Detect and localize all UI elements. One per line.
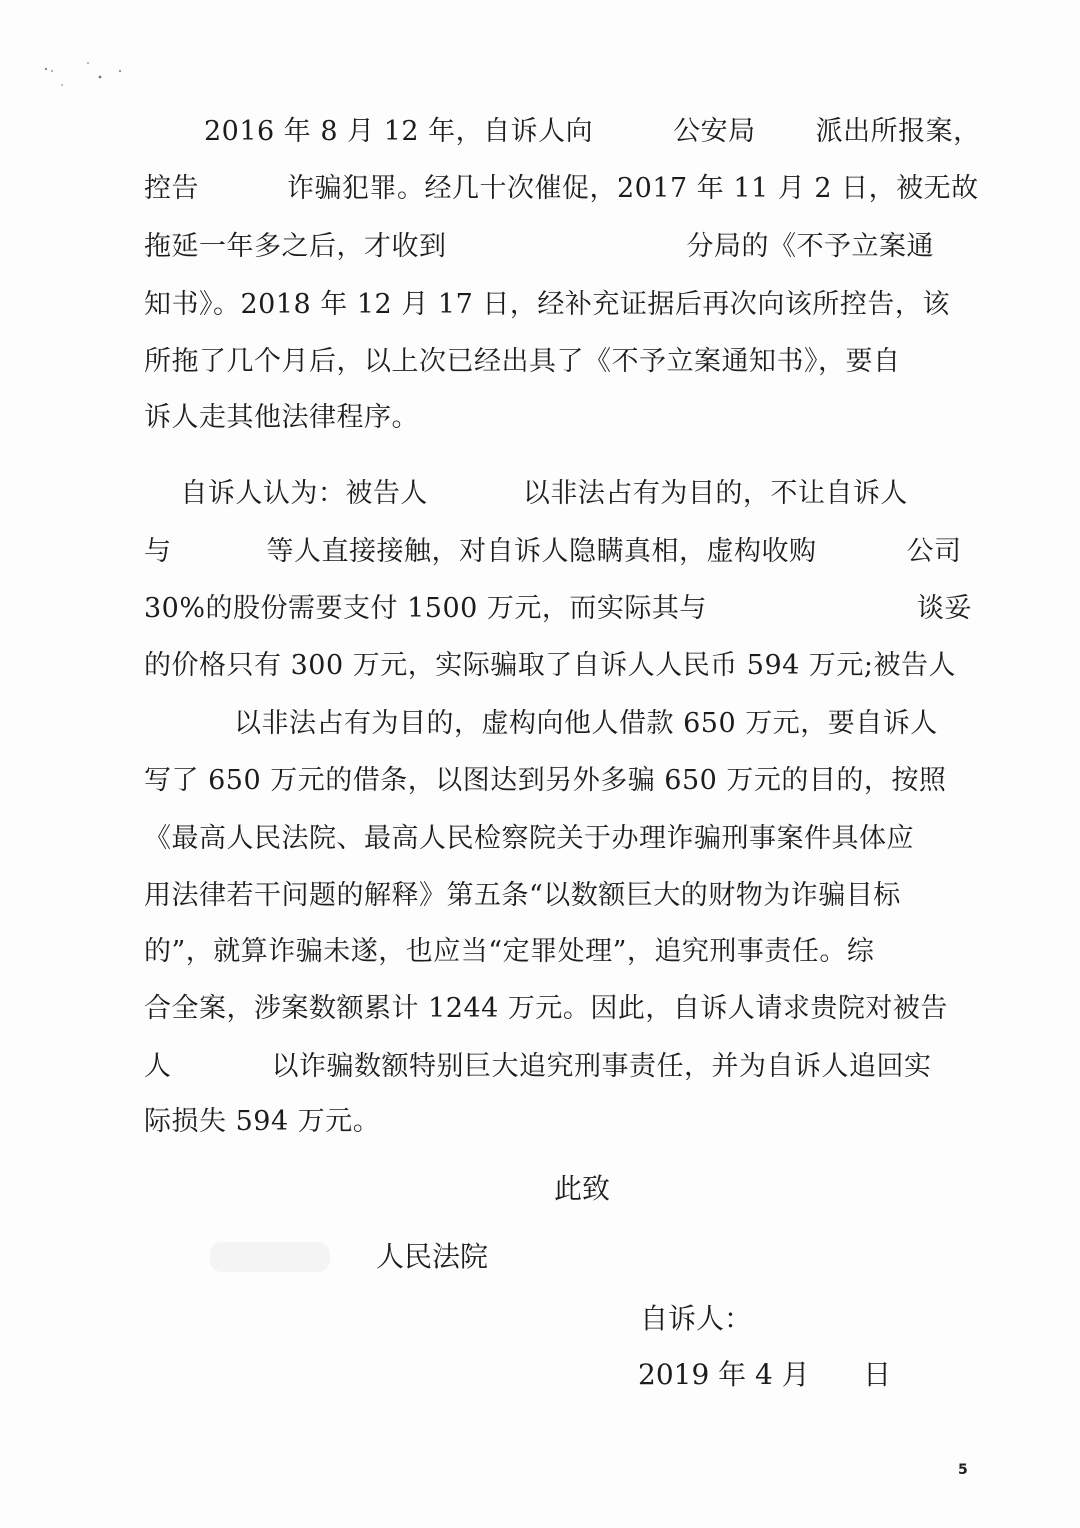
- body-line: [144, 475, 974, 515]
- line-text: 以非法占有为目的，虚构向他人借款 650 万元，要自诉人: [234, 708, 938, 739]
- line-text: 控告: [144, 173, 199, 204]
- line-text: 合全案，涉案数额累计 1244 万元。因此，自诉人请求贵院对被告: [144, 993, 948, 1024]
- line-text: 用法律若干问题的解释》第五条“以数额巨大的财物为诈骗目标: [144, 880, 901, 911]
- body-line: [144, 343, 974, 383]
- line-text: 的价格只有 300 万元，实际骗取了自诉人人民币 594 万元;被告人: [144, 650, 956, 681]
- body-line: [144, 1103, 974, 1143]
- body-line: [144, 286, 974, 326]
- body-line: [144, 590, 974, 630]
- body-line: [144, 990, 974, 1030]
- line-text: 与: [144, 536, 172, 567]
- page-number: 5: [958, 1462, 968, 1478]
- line-text: 等人直接接触，对自诉人隐瞒真相，虚构收购: [266, 536, 817, 567]
- line-text: 写了 650 万元的借条，以图达到另外多骗 650 万元的目的，按照: [144, 765, 947, 796]
- line-text: 公安局: [673, 116, 756, 147]
- body-line: [144, 933, 974, 973]
- body-line: [144, 705, 974, 745]
- line-text: 以非法占有为目的，不让自诉人: [522, 478, 908, 509]
- line-text: 的”，就算诈骗未遂，也应当“定罪处理”，追究刑事责任。综: [144, 936, 875, 967]
- body-line: [144, 113, 1034, 153]
- line-text: 分局的《不予立案通: [686, 231, 934, 262]
- line-text: 拖延一年多之后，才收到: [144, 231, 447, 262]
- plaintiff-signature-label: 自诉人：: [640, 1302, 753, 1335]
- scan-specks: [40, 55, 140, 95]
- line-text: 30%的股份需要支付 1500 万元，而实际其与: [144, 593, 707, 624]
- line-text: 2016 年 8 月 12 年，自诉人向: [204, 116, 594, 147]
- line-text: 《最高人民法院、最高人民检察院关于办理诈骗刑事案件具体应: [144, 823, 914, 854]
- body-line: [144, 399, 974, 439]
- court-name: 人民法院: [376, 1240, 489, 1273]
- body-line: [144, 533, 974, 573]
- line-text: 以诈骗数额特别巨大追究刑事责任，并为自诉人追回实: [271, 1051, 932, 1082]
- line-text: 诈骗犯罪。经几十次催促，2017 年 11 月 2 日，被无故: [287, 173, 979, 204]
- line-text: 诉人走其他法律程序。: [144, 402, 419, 433]
- body-line: [144, 170, 979, 210]
- line-text: 际损失 594 万元。: [144, 1106, 381, 1137]
- line-text: 人: [144, 1051, 172, 1082]
- body-line: [144, 820, 974, 860]
- line-text: 自诉人认为：被告人: [144, 478, 428, 509]
- body-line: [144, 647, 974, 687]
- line-text: 谈妥: [916, 593, 972, 624]
- body-line: [144, 228, 974, 268]
- body-line: [144, 762, 974, 802]
- body-line: [144, 1048, 974, 1088]
- redaction-smudge: [210, 1232, 330, 1282]
- line-text: 公司: [906, 536, 962, 567]
- line-text: 派出所报案，: [815, 116, 981, 147]
- salutation: 此致: [554, 1172, 611, 1205]
- line-text: 所拖了几个月后，以上次已经出具了《不予立案通知书》，要自: [144, 346, 901, 377]
- document-date: 2019 年 4 月 日: [638, 1358, 892, 1391]
- body-line: [144, 877, 974, 917]
- line-text: 知书》。2018 年 12 月 17 日，经补充证据后再次向该所控告，该: [144, 289, 950, 320]
